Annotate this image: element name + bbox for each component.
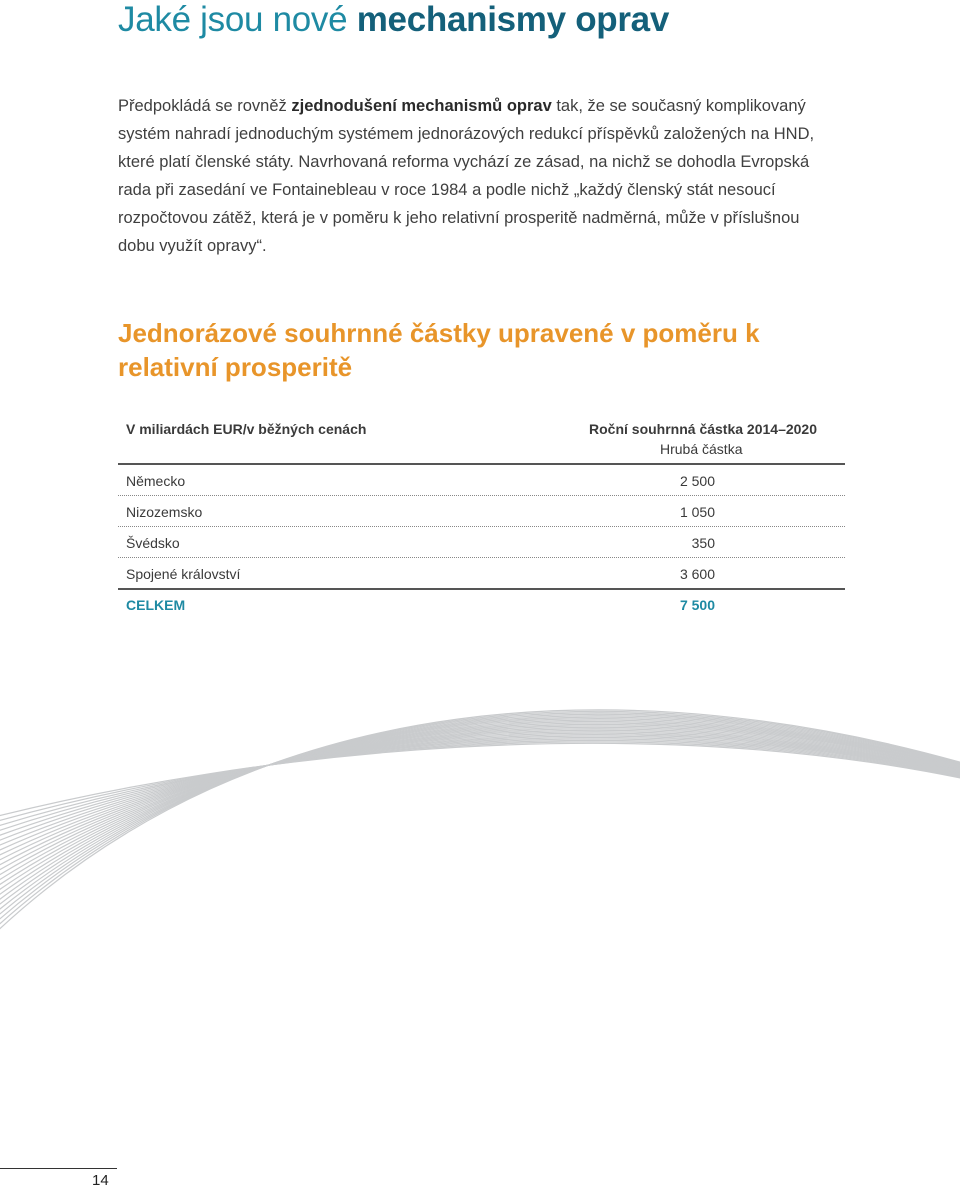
row-country: Spojené království bbox=[126, 566, 241, 582]
table-row bbox=[118, 496, 845, 527]
lump-sum-table bbox=[118, 420, 845, 620]
intro-text-2: tak, že se současný komplikovaný systém nahradí jednoduchým systémem jednorázových redukcí příspěvků založených na HND, které platí členské státy. Navrhovaná reforma vychází ze zásad, na nichž se dohodla Evropská rada při zasedání ve Fontainebleau v roce 1984 a podle nichž „každý členský stát nesoucí rozpočtovou zátěž, která je v poměru k jeho relativní prosperitě nadměrná, může v příslušnou dobu využít opravy“. bbox=[118, 97, 815, 255]
intro-text-1: Předpokládá se rovněž bbox=[118, 97, 292, 115]
intro-text-bold: zjednodušení mechanismů oprav bbox=[291, 97, 552, 115]
table-header-gross: Hrubá částka bbox=[660, 441, 743, 457]
page-number: 14 bbox=[92, 1172, 109, 1189]
row-country: Nizozemsko bbox=[126, 504, 203, 520]
table-total-row bbox=[118, 590, 845, 620]
total-label: CELKEM bbox=[126, 597, 186, 613]
row-country: Švédsko bbox=[126, 535, 180, 551]
table-header bbox=[118, 420, 845, 465]
row-country: Německo bbox=[126, 473, 186, 489]
table-row bbox=[118, 527, 845, 558]
page-title-bold: mechanismy oprav bbox=[356, 0, 670, 39]
row-value: 350 bbox=[691, 535, 715, 551]
intro-paragraph bbox=[118, 92, 840, 260]
table-row bbox=[118, 558, 845, 590]
table-header-unit: V miliardách EUR/v běžných cenách bbox=[126, 421, 367, 437]
decorative-waves bbox=[0, 640, 960, 960]
total-value: 7 500 bbox=[679, 597, 715, 613]
table-header-annual: Roční souhrnná částka 2014–2020 bbox=[589, 421, 818, 437]
row-value: 2 500 bbox=[679, 473, 715, 489]
row-value: 3 600 bbox=[679, 566, 715, 582]
row-value: 1 050 bbox=[679, 504, 715, 520]
section-subtitle: Jednorázové souhrnné částky upravené v poměru k relativní prosperitě bbox=[118, 318, 760, 382]
footer-rule bbox=[0, 1168, 117, 1169]
page-title bbox=[118, 0, 669, 40]
page-title-light: Jaké jsou nové bbox=[118, 0, 357, 39]
table-row bbox=[118, 465, 845, 496]
